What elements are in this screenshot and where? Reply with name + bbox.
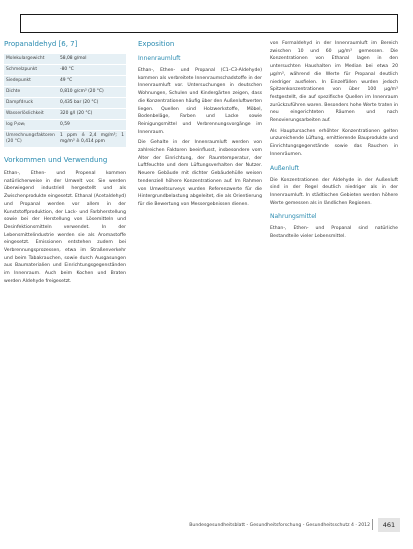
column-left: [4, 40, 126, 289]
column-middle: [138, 40, 262, 212]
property-row: [4, 76, 126, 87]
property-value: 320 g/l (20 °C): [58, 109, 126, 120]
property-row: [4, 87, 126, 98]
property-key: Wasserlöslichkeit: [4, 109, 58, 120]
property-key: Molekulargewicht: [4, 54, 58, 65]
paragraph: Die Gehalte in der Innenraumluft werden von zahlreichen Faktoren beeinflusst, insbesondere vom Alter der Einrichtung, der Raumtemperatur, der Luftfeuchte und dem Lüftungsverhalten der Nutzer. Neuere Gebäude mit dichter Gebäudehülle weisen tendenziell höhere Konzentrationen auf. Im Rahmen von Umweltsurveys wurden Referenzwerte für die Hintergrundbelastung abgeleitet, die als Orientierung für die Bewertung von Messergebnissen dienen.: [138, 140, 262, 207]
property-row: [4, 98, 126, 109]
subheading-indoor-air: Innenraumluft: [138, 55, 181, 62]
property-row: [4, 120, 126, 131]
page-number: 461: [378, 518, 400, 532]
property-key: Dichte: [4, 87, 58, 98]
paragraph: Als Hauptursachen erhöhter Konzentrationen gelten unzureichende Lüftung, emittierende Bauprodukte und Einrichtungsgegenstände sowie das Rauchen in Innenräumen.: [270, 128, 398, 157]
property-row: [4, 54, 126, 65]
section-heading-occurrence: Vorkommen und Verwendung: [4, 156, 108, 164]
column-right: [270, 40, 398, 244]
subheading-outdoor-air: Außenluft: [270, 164, 300, 172]
footer-divider: [372, 519, 373, 530]
subheading-food: Nahrungsmittel: [270, 213, 317, 221]
property-value: -80 °C: [58, 65, 126, 76]
property-key: Siedepunkt: [4, 76, 58, 87]
property-key: Umrechnungsfaktoren (20 °C): [4, 131, 58, 148]
property-value: 49 °C: [58, 76, 126, 87]
paragraph: von Formaldehyd in der Innenraumluft im Bereich zwischen 10 und 60 µg/m³ gemessen. Die Konzentrationen von Ethanal lagen in den untersuchten Haushalten im Median bei etwa 20 µg/m³, während die Werte für Propanal deutlich niedriger ausfielen. In Einzelfällen wurden jedoch Spitzenkonzentrationen von über 100 µg/m³ festgestellt, die auf spezifische Quellen im Innenraum zurückzuführen waren. Besonders hohe Werte traten in neu eingerichteten Räumen und nach Renovierungsarbeiten auf.: [270, 41, 398, 124]
property-value: 0,810 g/cm³ (20 °C): [58, 87, 126, 98]
property-key: log P₍ow₎: [4, 120, 58, 131]
property-key: Dampfdruck: [4, 98, 58, 109]
property-value: 0,435 bar (20 °C): [58, 98, 126, 109]
property-value: 1 ppm ≙ 2,4 mg/m³; 1 mg/m³ ≙ 0,414 ppm: [58, 131, 126, 148]
paragraph: Ethan-, Ethen- und Propenal kommen natürlicherweise in der Umwelt vor. Sie werden überwiegend industriell hergestellt und als Zwischenprodukte eingesetzt. Ethanal (Acetaldehyd) und Propanal werden vor allem in der Kunststoffproduktion, der Lack- und Farbherstellung sowie bei der Herstellung von Lösemitteln und Desinfektionsmitteln verwendet. In der Lebensmittelindustrie werden sie als Aromastoffe eingesetzt. Emissionen entstehen zudem bei Verbrennungsprozessen, etwa im Straßenverkehr und beim Tabakrauchen, sowie durch Ausgasungen aus Baumaterialien und Einrichtungsgegenständen im Innenraum. Auch beim Kochen und Braten werden Aldehyde freigesetzt.: [4, 171, 126, 284]
section-heading-exposure: Exposition: [138, 40, 175, 48]
paragraph: Die Konzentrationen der Aldehyde in der Außenluft sind in der Regel deutlich niedriger als in der Innenraumluft. In städtischen Gebieten werden höhere Werte gemessen als in ländlichen Regionen.: [270, 177, 398, 206]
properties-heading: Propanaldehyd [6, 7]: [4, 40, 78, 48]
paragraph: Ethan-, Ethen- und Propanal sind natürliche Bestandteile vieler Lebensmittel.: [270, 226, 398, 240]
property-row: [4, 65, 126, 76]
footer-journal: Bundesgesundheitsblatt - Gesundheitsforschung - Gesundheitsschutz 4 · 2012: [189, 523, 370, 528]
paragraph: Ethan-, Ethen- und Propanal (C1–C3-Aldehyde) kommen als verbreitete Innenraumschadstoffe in der Innenraumluft vor. Untersuchungen in deutschen Wohnungen, Schulen und Kindergärten zeigen, dass die Konzentrationen häufig über den Außenluftwerten liegen. Quellen sind Holzwerkstoffe, Möbel, Bodenbeläge, Farben und Lacke sowie Reinigungsmittel und Verbrennungsvorgänge im Innenraum.: [138, 68, 262, 135]
property-value: 0,59: [58, 120, 126, 131]
property-key: Schmelzpunkt: [4, 65, 58, 76]
property-row: [4, 109, 126, 120]
property-value: 58,08 g/mol: [58, 54, 126, 65]
header-bar: [20, 14, 398, 33]
property-row: [4, 131, 126, 148]
properties-table: [4, 54, 126, 148]
